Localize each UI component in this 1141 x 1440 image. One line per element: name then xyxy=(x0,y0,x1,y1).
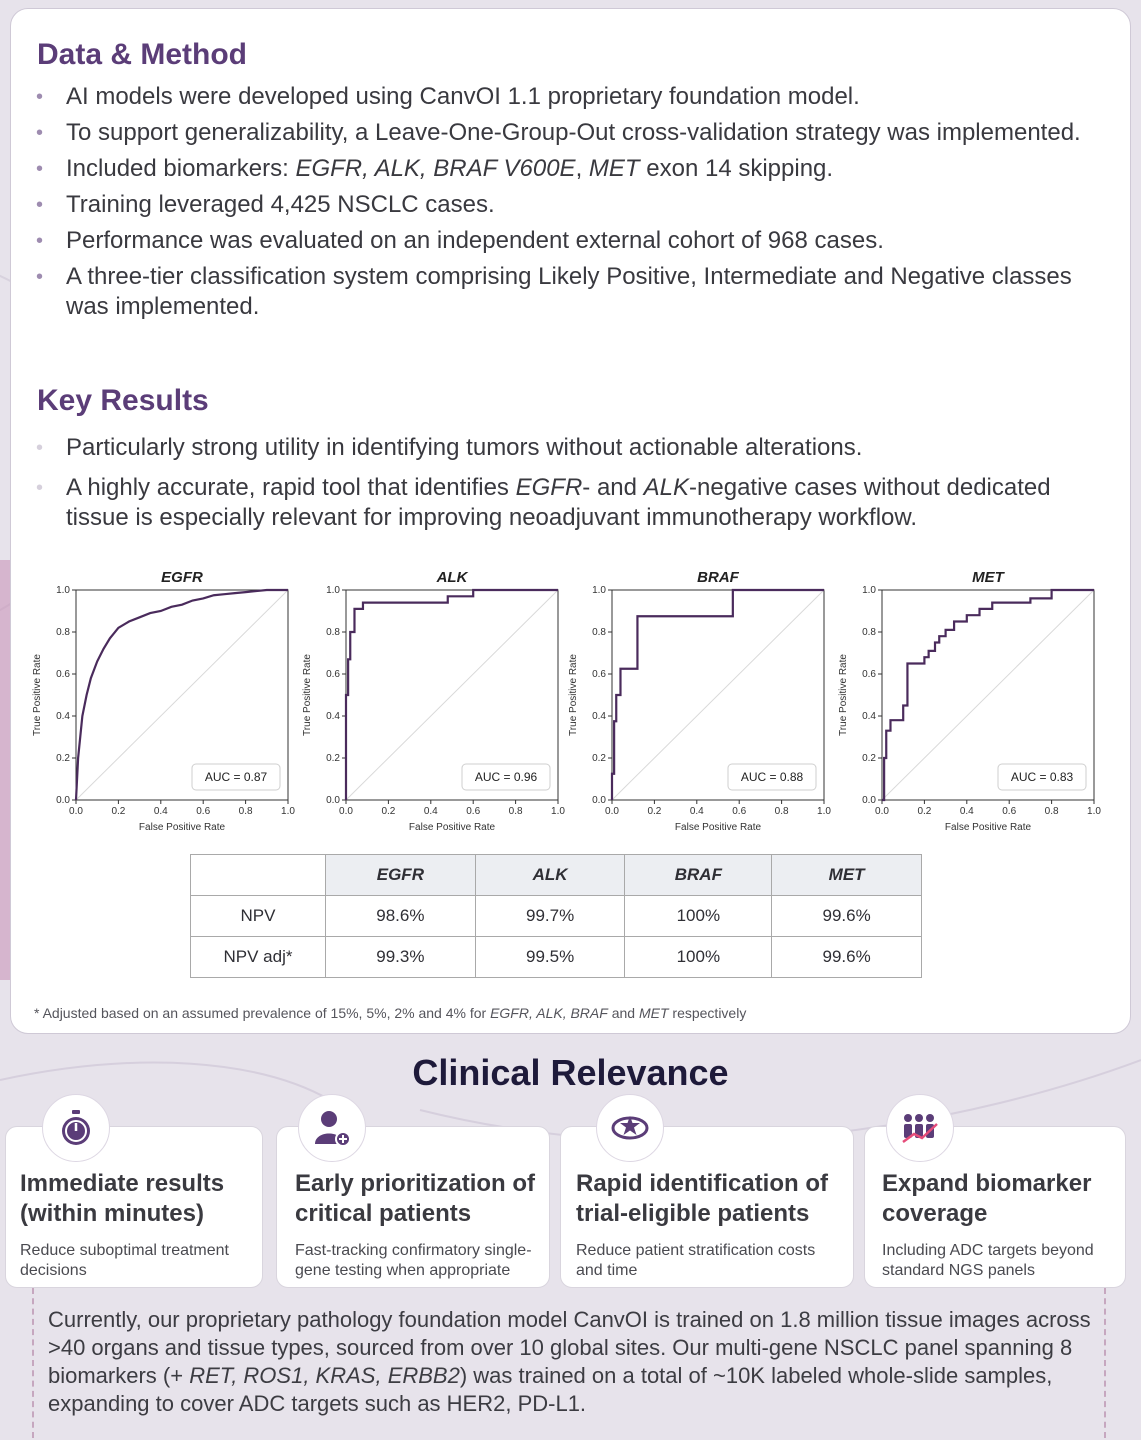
card-title: Rapid identification of trial-eligible patients xyxy=(576,1170,828,1227)
y-tick-label: 0.4 xyxy=(326,711,340,722)
row-label: NPV adj* xyxy=(191,937,326,978)
x-tick-label: 1.0 xyxy=(1087,806,1101,817)
card-title: Immediate results (within minutes) xyxy=(20,1170,225,1227)
list-item: • A three-tier classification system comprising Likely Positive, Intermediate and Negative classes was implemented. xyxy=(36,262,1106,322)
card-title: Expand biomarker coverage xyxy=(882,1170,1092,1227)
y-tick-label: 0.2 xyxy=(862,753,876,764)
auc-label: AUC = 0.83 xyxy=(1010,770,1074,784)
x-tick-label: 0.4 xyxy=(153,806,168,817)
list-item: • To support generalizability, a Leave-One-Group-Out cross-validation strategy was implemented. xyxy=(36,118,1106,148)
y-tick-label: 0.4 xyxy=(592,711,606,722)
y-tick-label: 0.4 xyxy=(862,711,876,722)
y-tick-label: 0.2 xyxy=(592,753,606,764)
x-tick-label: 0.0 xyxy=(605,806,619,817)
roc-chart-met xyxy=(832,560,1114,850)
npv-table xyxy=(190,854,922,978)
y-tick-label: 0.6 xyxy=(326,669,340,680)
x-tick-label: 0.8 xyxy=(1044,806,1059,817)
x-tick-label: 1.0 xyxy=(817,806,831,817)
table-cell: 100% xyxy=(625,896,772,937)
table-cell: 99.3% xyxy=(326,937,476,978)
roc-chart-alk xyxy=(296,560,578,850)
card-title: Early prioritization of critical patients xyxy=(295,1170,536,1227)
y-tick-label: 1.0 xyxy=(326,585,340,596)
list-item: • Particularly strong utility in identifying tumors without actionable alterations. xyxy=(36,433,1111,463)
roc-chart-egfr xyxy=(26,560,308,850)
column-header: EGFR xyxy=(326,855,476,896)
x-tick-label: 0.2 xyxy=(917,806,932,817)
x-tick-label: 0.0 xyxy=(875,806,889,817)
y-tick-label: 0.8 xyxy=(862,627,876,638)
stopwatch-icon xyxy=(42,1094,110,1162)
y-tick-label: 0.6 xyxy=(56,669,70,680)
y-tick-label: 0.0 xyxy=(56,795,70,806)
y-tick-label: 0.2 xyxy=(56,753,70,764)
auc-label: AUC = 0.87 xyxy=(204,770,268,784)
row-label: NPV xyxy=(191,896,326,937)
chart-title: MET xyxy=(972,569,1004,586)
y-tick-label: 0.8 xyxy=(56,627,70,638)
column-header: BRAF xyxy=(625,855,772,896)
x-tick-label: 1.0 xyxy=(551,806,565,817)
x-tick-label: 0.8 xyxy=(508,806,523,817)
y-axis-label: True Positive Rate xyxy=(302,654,313,736)
x-tick-label: 0.2 xyxy=(381,806,396,817)
card-description: Reduce patient stratification costs and time xyxy=(576,1242,816,1279)
y-tick-label: 0.4 xyxy=(56,711,70,722)
x-tick-label: 0.8 xyxy=(238,806,253,817)
chart-title: EGFR xyxy=(161,569,203,586)
card-description: Fast-tracking confirmatory single-gene testing when appropriate xyxy=(295,1242,532,1279)
list-item: • AI models were developed using CanvOI 1.1 proprietary foundation model. xyxy=(36,82,1106,112)
auc-label: AUC = 0.96 xyxy=(474,770,538,784)
x-axis-label: False Positive Rate xyxy=(138,822,226,833)
user-add-icon xyxy=(298,1094,366,1162)
y-tick-label: 0.8 xyxy=(326,627,340,638)
y-axis-label: True Positive Rate xyxy=(838,654,849,736)
x-tick-label: 0.6 xyxy=(732,806,747,817)
x-tick-label: 0.6 xyxy=(1002,806,1017,817)
y-axis-label: True Positive Rate xyxy=(32,654,43,736)
dashed-divider xyxy=(1104,1288,1106,1438)
x-tick-label: 0.0 xyxy=(69,806,83,817)
table-cell: 99.5% xyxy=(475,937,625,978)
x-tick-label: 0.2 xyxy=(111,806,126,817)
dashed-divider xyxy=(32,1288,34,1438)
table-cell: 98.6% xyxy=(326,896,476,937)
table-row xyxy=(191,896,922,937)
y-tick-label: 1.0 xyxy=(56,585,70,596)
list-item: • A highly accurate, rapid tool that identifies EGFR- and ALK-negative cases without dedicated tissue is especially relevant for improving neoadjuvant immunotherapy workflow. xyxy=(36,473,1111,533)
table-cell: 100% xyxy=(625,937,772,978)
table-cell: 99.7% xyxy=(475,896,625,937)
roc-chart-braf xyxy=(562,560,844,850)
table-header-row xyxy=(191,855,922,896)
key-results-list xyxy=(36,433,1111,539)
y-tick-label: 1.0 xyxy=(862,585,876,596)
y-axis-label: True Positive Rate xyxy=(568,654,579,736)
card-description: Including ADC targets beyond standard NGS panels xyxy=(882,1242,1094,1279)
data-method-heading: Data & Method xyxy=(37,38,247,71)
bottom-summary: Currently, our proprietary pathology foundation model CanvOI is trained on 1.8 million tissue images across >40 organs and tissue types, sourced from over 10 global sites. Our multi-gene NSCLC panel spanning 8 biomarkers (+ RET, ROS1, KRAS, ERBB2) was trained on a total of ~10K labeled whole-slide samples, expanding to cover ADC targets such as HER2, PD-L1. xyxy=(48,1307,1091,1416)
y-tick-label: 0.6 xyxy=(592,669,606,680)
x-axis-label: False Positive Rate xyxy=(944,822,1032,833)
key-results-heading: Key Results xyxy=(37,384,209,417)
x-tick-label: 0.4 xyxy=(423,806,438,817)
table-row xyxy=(191,937,922,978)
clinical-card-immediate xyxy=(5,1126,263,1288)
x-axis-label: False Positive Rate xyxy=(408,822,496,833)
x-tick-label: 0.0 xyxy=(339,806,353,817)
table-cell: 99.6% xyxy=(772,937,922,978)
table-corner xyxy=(191,855,326,896)
data-method-list xyxy=(36,82,1106,328)
x-axis-label: False Positive Rate xyxy=(674,822,762,833)
x-tick-label: 0.4 xyxy=(689,806,704,817)
chart-title: BRAF xyxy=(697,569,739,586)
y-tick-label: 1.0 xyxy=(592,585,606,596)
list-item: • Training leveraged 4,425 NSCLC cases. xyxy=(36,190,1106,220)
auc-label: AUC = 0.88 xyxy=(740,770,804,784)
table-cell: 99.6% xyxy=(772,896,922,937)
y-tick-label: 0.2 xyxy=(326,753,340,764)
x-tick-label: 1.0 xyxy=(281,806,295,817)
x-tick-label: 0.8 xyxy=(774,806,789,817)
list-item: • Included biomarkers: EGFR, ALK, BRAF V600E, MET exon 14 skipping. xyxy=(36,154,1106,184)
people-growth-icon xyxy=(886,1094,954,1162)
y-tick-label: 0.8 xyxy=(592,627,606,638)
x-tick-label: 0.6 xyxy=(196,806,211,817)
card-description: Reduce suboptimal treatment decisions xyxy=(20,1242,229,1279)
x-tick-label: 0.4 xyxy=(959,806,974,817)
star-orbit-icon xyxy=(596,1094,664,1162)
footnote: * Adjusted based on an assumed prevalence of 15%, 5%, 2% and 4% for EGFR, ALK, BRAF and MET respectively xyxy=(34,1005,747,1021)
y-tick-label: 0.0 xyxy=(592,795,606,806)
clinical-relevance-heading: Clinical Relevance xyxy=(412,1052,729,1093)
y-tick-label: 0.6 xyxy=(862,669,876,680)
chart-title: ALK xyxy=(436,569,468,586)
column-header: ALK xyxy=(475,855,625,896)
x-tick-label: 0.2 xyxy=(647,806,662,817)
column-header: MET xyxy=(772,855,922,896)
y-tick-label: 0.0 xyxy=(326,795,340,806)
list-item: • Performance was evaluated on an independent external cohort of 968 cases. xyxy=(36,226,1106,256)
y-tick-label: 0.0 xyxy=(862,795,876,806)
x-tick-label: 0.6 xyxy=(466,806,481,817)
